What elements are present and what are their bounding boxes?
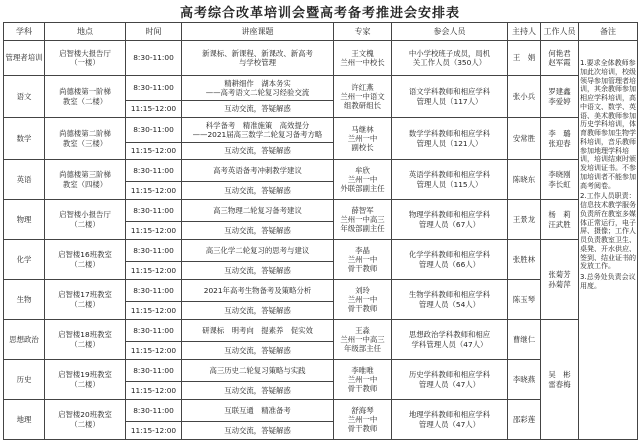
host-cell: 陈玉琴 [508,280,541,320]
subject-cell: 历史 [4,360,45,400]
table-row [4,118,638,143]
attendees-cell: 思想政治学科教师和相应 学科管理人员（47人） [392,320,508,360]
expert-cell: 许红燕 兰州一中语文 组教研组长 [334,76,392,118]
time-cell: 11:15-12:00 [126,302,182,320]
host-cell: 张小兵 [508,76,541,118]
subject-cell: 物理 [4,200,45,240]
header-venue: 地点 [45,23,126,41]
staff-cell: 李 璐 张迎春 [541,118,579,160]
subject-cell: 英语 [4,160,45,200]
time-cell: 8:30-11:00 [126,360,182,382]
notes-cell [579,41,638,440]
attendees-cell: 化学学科教师和相应学科 管理人员（66人） [392,240,508,280]
topic-cell: 高三物理二轮复习备考建议 [182,200,334,222]
expert-cell: 李晶 兰州一中 骨干教师 [334,240,392,280]
topic-cell: 研课标 明考向 提素养 促实效 [182,320,334,342]
topic-cell: 精耕细作 湖本务实 ——高考语文二轮复习经验交流 [182,76,334,101]
host-cell: 陈晓东 [508,160,541,200]
host-cell: 曹继仁 [508,320,541,360]
time-cell: 8:30-11:00 [126,400,182,422]
time-cell: 11:15-12:00 [126,422,182,440]
subject-cell: 管理者培训 [4,41,45,76]
time-cell: 8:30-11:00 [126,240,182,262]
header-host: 主持人 [508,23,541,41]
attendees-cell: 地理学科教师和相应学科 管理人员（47人） [392,400,508,440]
note-1: 1.要求全体教师参加此次培训，校级领导参加管理者培训，其余教师参加相应学科培训，高中语文、数学、英语、美术教师参加历史学科培训，体育教师参加生物学科培训，音乐教师参加地理学科培训，培训结束时颁发培训证书。不参加培训者不能参加高考阅卷。 [580,59,636,190]
topic-cell: 互动交流，答疑解惑 [182,382,334,400]
time-cell: 11:15-12:00 [126,382,182,400]
host-cell: 王景龙 [508,200,541,240]
expert-cell: 薛智军 兰州一中高三 年级部副主任 [334,200,392,240]
table-row [4,200,638,222]
topic-cell: 高三历史二轮复习策略与实践 [182,360,334,382]
attendees-cell: 中小学校班子成员，局机 关工作人员（350人） [392,41,508,76]
venue-cell: 启智楼16班教室 （二楼） [45,240,126,280]
schedule-table [3,22,638,440]
subject-cell: 生物 [4,280,45,320]
table-row [4,240,638,262]
topic-cell: 互联互通 精准备考 [182,400,334,422]
topic-cell: 科学备考 精准施策 高效提分 ——2021届高三数学二轮复习备考方略 [182,118,334,143]
subject-cell: 数学 [4,118,45,160]
venue-cell: 启智楼小报告厅 （二楼） [45,200,126,240]
header-attendees: 参会人员 [392,23,508,41]
subject-cell: 地理 [4,400,45,440]
time-cell: 11:15-12:00 [126,182,182,200]
venue-cell: 启智楼19班教室 （二楼） [45,360,126,400]
header-subject: 学科 [4,23,45,41]
header-notes: 备注 [579,23,638,41]
topic-cell: 互动交流，答疑解惑 [182,182,334,200]
time-cell: 8:30-11:00 [126,320,182,342]
attendees-cell: 生物学科教师和相应学科 管理人员（54人） [392,280,508,320]
time-cell: 8:30-11:00 [126,160,182,182]
subject-cell: 思想政治 [4,320,45,360]
topic-cell: 2021年高考生物备考及策略分析 [182,280,334,302]
topic-cell: 互动交流，答疑解惑 [182,222,334,240]
time-cell: 8:30-11:00 [126,200,182,222]
subject-cell: 化学 [4,240,45,280]
time-cell: 8:30-11:00 [126,41,182,76]
attendees-cell: 语文学科教师和相应学科 管理人员（117人） [392,76,508,118]
header-topic: 讲座课题 [182,23,334,41]
table-row [4,160,638,182]
table-row [4,76,638,101]
staff-cell: 吴 彬 雷春梅 [541,320,579,440]
expert-cell: 王淼 兰州一中高三 年级部主任 [334,320,392,360]
header-expert: 专家 [334,23,392,41]
time-cell: 8:30-11:00 [126,280,182,302]
topic-cell: 高三化学二轮复习的思考与建议 [182,240,334,262]
host-cell: 安常胜 [508,118,541,160]
time-cell: 11:15-12:00 [126,143,182,160]
expert-cell: 舒海琴 兰州一中 骨干教师 [334,400,392,440]
attendees-cell: 数学学科教师和相应学科 管理人员（121人） [392,118,508,160]
table-row [4,320,638,342]
topic-cell: 互动交流，答疑解惑 [182,262,334,280]
staff-cell: 李晓刚 李长虹 [541,160,579,200]
time-cell: 11:15-12:00 [126,262,182,280]
table-row [4,41,638,76]
topic-cell: 高考英语备考冲刺教学建议 [182,160,334,182]
host-cell: 李晓燕 [508,360,541,400]
header-row [4,23,638,41]
expert-cell: 牟欣 兰州一中 外联部副主任 [334,160,392,200]
host-cell: 王 娟 [508,41,541,76]
header-time: 时间 [126,23,182,41]
topic-cell: 互动交流，答疑解惑 [182,302,334,320]
topic-cell: 互动交流，答疑解惑 [182,143,334,160]
venue-cell: 启智楼18班教室 （二楼） [45,320,126,360]
venue-cell: 尚德楼第二阶梯 教室（三楼） [45,118,126,160]
topic-cell: 互动交流，答疑解惑 [182,422,334,440]
document-title: 高考综合改革培训会暨高考备考推进会安排表 [179,6,460,21]
attendees-cell: 英语学科教师和相应学科 管理人员（115人） [392,160,508,200]
time-cell: 8:30-11:00 [126,76,182,101]
time-cell: 8:30-11:00 [126,118,182,143]
staff-cell: 罗建鑫 李爱婷 [541,76,579,118]
note-3: 3.总务处负责会议用度。 [580,273,636,290]
expert-cell: 李唯唯 兰州一中 骨干教师 [334,360,392,400]
attendees-cell: 物理学科教师和相应学科 管理人员（67人） [392,200,508,240]
attendees-cell: 历史学科教师和相应学科 管理人员（47人） [392,360,508,400]
venue-cell: 尚德楼第三阶梯 教室（四楼） [45,160,126,200]
staff-cell: 张菊芳 孙菊萍 [541,240,579,320]
venue-cell: 启智楼17班教室 （二楼） [45,280,126,320]
staff-cell: 杨 莉 汪武胜 [541,200,579,240]
host-cell: 邵彩莲 [508,400,541,440]
topic-cell: 新课标、新课程、新课改、新高考 与学校管理 [182,41,334,76]
staff-cell: 何艳君 赵军霞 [541,41,579,76]
note-2: 2.工作人员职责：信息技术教学服务负责所在教室多媒体正常运行，电子屏、摄像；工作人员负责教室卫生、桌凳、开水供应、签到、结业证书的发放工作。 [580,192,636,271]
header-staff: 工作人员 [541,23,579,41]
time-cell: 11:15-12:00 [126,222,182,240]
time-cell: 11:15-12:00 [126,101,182,118]
host-cell: 张胜林 [508,240,541,280]
subject-cell: 语文 [4,76,45,118]
venue-cell: 启智楼大报告厅 （一楼） [45,41,126,76]
topic-cell: 互动交流，答疑解惑 [182,101,334,118]
venue-cell: 尚德楼第一阶梯 教室（二楼） [45,76,126,118]
expert-cell: 马继林 兰州一中 副校长 [334,118,392,160]
expert-cell: 刘玲 兰州一中 骨干教师 [334,280,392,320]
topic-cell: 互动交流，答疑解惑 [182,342,334,360]
venue-cell: 启智楼20班教室 （二楼） [45,400,126,440]
time-cell: 11:15-12:00 [126,342,182,360]
expert-cell: 王文槐 兰州一中校长 [334,41,392,76]
